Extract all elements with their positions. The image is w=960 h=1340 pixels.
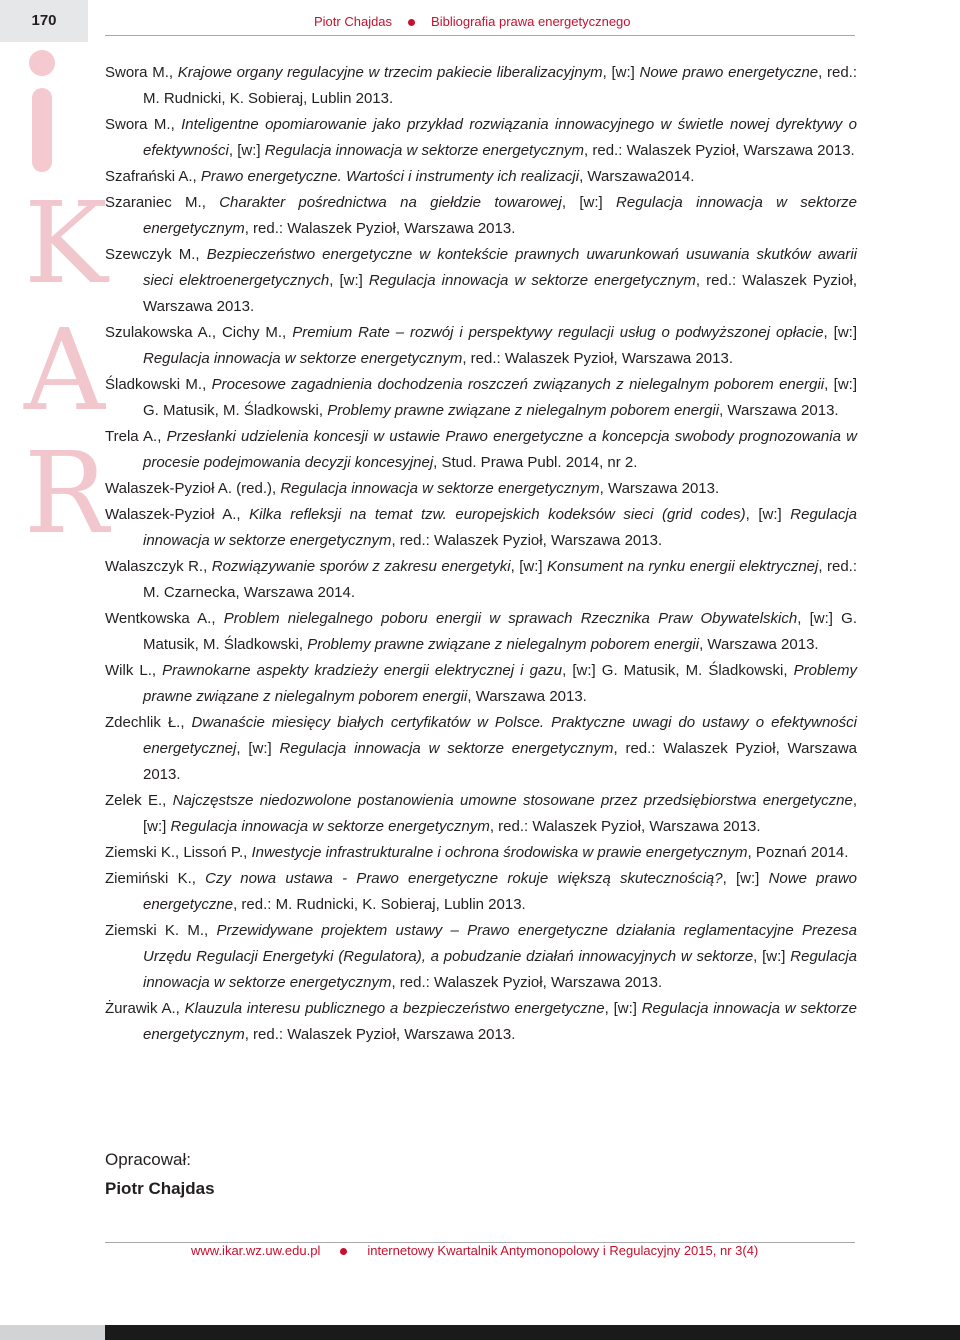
bibliography-entry [105,606,857,658]
entry-text: , [w:] G. Matusik, M. Śladkowski, [143,376,857,419]
entry-title: Regulacja innowacja w sektorze energetycznym [143,350,463,367]
entry-text: Wentkowska A., [105,610,224,627]
entry-title: Problemy prawne związane z nielegalnym poborem energii [143,662,857,705]
entry-text: , red.: Walaszek Pyzioł, Warszawa 2013. [244,220,516,237]
logo-i-stem-icon [32,88,52,172]
entry-title: Bezpieczeństwo energetyczne w kontekście prawnych uwarunkowań usuwania skutków awarii sieci elektroenergetycznych [143,246,857,289]
entry-title: Najczęstsze niedozwolone postanowienia umowne stosowane przez przedsiębiorstwa energetyczne [172,792,853,809]
bibliography-entry [105,996,857,1048]
entry-text: Ziemski K. M., [105,922,217,939]
entry-text: , [w:] G. Matusik, M. Śladkowski, [143,610,857,653]
entry-text: , Warszawa 2013. [599,480,720,497]
entry-title: Problemy prawne związane z nielegalnym poborem energii [327,402,720,419]
entry-text: , [w:] [510,558,547,575]
bibliography-entry [105,112,857,164]
entry-title: Regulacja innowacja w sektorze energetycznym [143,948,857,991]
entry-text: Wilk L., [105,662,163,679]
entry-text: Ziemiński K., [105,870,206,887]
entry-text: Szulakowska A., Cichy M., [105,324,293,341]
entry-text: , [w:] [604,1000,642,1017]
entry-text: , red.: Walaszek Pyzioł, Warszawa 2013. [143,272,857,315]
entry-text: , [w:] G. Matusik, M. Śladkowski, [562,662,794,679]
entry-text: , red.: Walaszek Pyzioł, Warszawa 2013. [391,974,663,991]
bibliography-entry [105,710,857,788]
entry-title: Regulacja innowacja w sektorze energetycznym [143,506,857,549]
entry-title: Nowe prawo energetyczne [639,64,819,81]
bibliography-list [105,60,857,1048]
entry-text: Walaszek-Pyzioł A. (red.), [105,480,281,497]
page-number: 170 [0,0,88,42]
entry-title: Inteligentne opomiarowanie jako przykład rozwiązania innowacyjnego w świetle nowej dyrektywy o efektywności [143,116,857,159]
entry-text: , red.: Walaszek Pyzioł, Warszawa 2013. [244,1026,516,1043]
bibliography-entry [105,788,857,840]
entry-title: Klauzula interesu publicznego a bezpieczeństwo energetyczne [184,1000,605,1017]
header-title: Bibliografia prawa energetycznego [431,14,631,29]
entry-text: , Stud. Prawa Publ. 2014, nr 2. [433,454,638,471]
signature-name: Piotr Chajdas [105,1179,215,1198]
running-header [314,14,631,29]
entry-title: Kilka refleksji na temat tzw. europejskich kodeksów sieci (grid codes) [249,506,746,523]
bibliography-entry [105,476,857,502]
entry-text: , [w:] [722,870,769,887]
entry-title: Dwanaście miesięcy białych certyfikatów w Polsce. Praktyczne uwagi do ustawy o efektywności energetycznej [143,714,857,757]
entry-text: Ziemski K., Lissoń P., [105,844,252,861]
entry-text: , red.: Walaszek Pyzioł, Warszawa 2013. [143,740,858,783]
bibliography-entry [105,242,857,320]
bibliography-entry [105,866,857,918]
entry-text: Trela A., [105,428,167,445]
entry-text: Swora M., [105,116,182,133]
entry-title: Nowe prawo energetyczne [143,870,858,913]
entry-title: Regulacja innowacja w sektorze energetycznym [143,1000,857,1043]
ikar-logo [0,40,109,560]
bottom-bar [0,1325,960,1340]
signature-label: Opracował: [105,1150,191,1169]
entry-text: , red.: M. Rudnicki, K. Sobieraj, Lublin 2013. [143,64,858,107]
entry-text: Śladkowski M., [105,376,212,393]
entry-text: , [w:] [561,194,617,211]
bibliography-entry [105,918,857,996]
header-author: Piotr Chajdas [314,14,393,29]
header-divider [105,35,855,36]
bibliography-entry [105,840,857,866]
bibliography-entry [105,190,857,242]
bibliography-entry [105,658,857,710]
entry-text: , red.: M. Rudnicki, K. Sobieraj, Lublin 2013. [233,896,526,913]
page-footer [191,1243,758,1258]
bibliography-entry [105,424,857,476]
entry-text: , [w:] [823,324,857,341]
entry-title: Charakter pośrednictwa na giełdzie towarowej [219,194,562,211]
logo-letter-r: R [24,429,109,559]
footer-dot-icon [340,1248,347,1255]
signature-block [105,1145,215,1203]
bottom-bar-block [0,1325,105,1340]
entry-text: , Warszawa 2013. [719,402,839,419]
entry-text: Żurawik A., [105,1000,185,1017]
entry-text: , [w:] [143,792,858,835]
entry-title: Premium Rate – rozwój i perspektywy regulacji usług o podwyższonej opłacie [292,324,824,341]
entry-text: , [w:] [329,272,369,289]
entry-text: Szewczyk M., [105,246,207,263]
bibliography-entry [105,554,857,606]
entry-text: , red.: M. Czarnecka, Warszawa 2014. [143,558,857,601]
entry-text: , Warszawa2014. [579,168,695,185]
logo-dot-icon [29,50,55,76]
entry-text: Swora M., [105,64,178,81]
entry-title: Regulacja innowacja w sektorze energetycznym [368,272,696,289]
bibliography-entry [105,60,857,112]
entry-text: Szaraniec M., [105,194,220,211]
entry-text: Zelek E., [105,792,173,809]
entry-title: Problemy prawne związane z nielegalnym poborem energii [307,636,700,653]
header-dot-icon [408,19,415,26]
entry-text: , red.: Walaszek Pyzioł, Warszawa 2013. [462,350,733,367]
entry-title: Regulacja innowacja w sektorze energetycznym [264,142,585,159]
entry-text: , [w:] [228,142,265,159]
entry-text: , red.: Walaszek Pyzioł, Warszawa 2013. [489,818,761,835]
entry-title: Prawnokarne aspekty kradzieży energii elektrycznej i gazu [162,662,563,679]
entry-title: Regulacja innowacja w sektorze energetycznym [143,194,857,237]
entry-text: Zdechlik Ł., [105,714,192,731]
footer-url[interactable]: www.ikar.wz.uw.edu.pl [191,1243,321,1258]
entry-text: , red.: Walaszek Pyzioł, Warszawa 2013. [584,142,855,159]
entry-title: Procesowe zagadnienia dochodzenia roszczeń związanych z nielegalnym poborem energii [211,376,825,393]
entry-title: Przewidywane projektem ustawy – Prawo energetyczne działania reglamentacyjne Prezesa Urzędu Regulacji Energetyki (Regulatora), a pobudzanie działań innowacyjnych w sektorze [143,922,857,965]
entry-title: Krajowe organy regulacyjne w trzecim pakiecie liberalizacyjnym [177,64,603,81]
entry-text: , Poznań 2014. [747,844,849,861]
entry-title: Regulacja innowacja w sektorze energetycznym [279,740,614,757]
entry-title: Problem nielegalnego poboru energii w sprawach Rzecznika Praw Obywatelskich [223,610,798,627]
bibliography-entry [105,164,857,190]
entry-text: Walaszek-Pyzioł A., [105,506,250,523]
entry-text: , [w:] [602,64,640,81]
logo-letter-a: A [24,306,105,436]
entry-title: Czy nowa ustawa - Prawo energetyczne rokuje większą skutecznością? [205,870,723,887]
entry-title: Inwestycje infrastrukturalne i ochrona środowiska w prawie energetycznym [251,844,748,861]
entry-title: Regulacja innowacja w sektorze energetycznym [280,480,600,497]
entry-title: Konsument na rynku energii elektrycznej [547,558,819,575]
entry-text: , red.: Walaszek Pyzioł, Warszawa 2013. [391,532,663,549]
bibliography-entry [105,372,857,424]
entry-title: Prawo energetyczne. Wartości i instrumenty ich realizacji [200,168,580,185]
entry-text: , [w:] [745,506,791,523]
entry-title: Rozwiązywanie sporów z zakresu energetyki [211,558,511,575]
entry-text: , [w:] [236,740,280,757]
entry-text: , Warszawa 2013. [699,636,819,653]
entry-title: Regulacja innowacja w sektorze energetycznym [170,818,490,835]
entry-text: , Warszawa 2013. [467,688,587,705]
entry-text: Walaszczyk R., [105,558,212,575]
bibliography-entry [105,320,857,372]
entry-title: Przesłanki udzielenia koncesji w ustawie Prawo energetyczne a koncepcja swobody prognozowania w procesie podejmowania decyzji koncesyjnej [143,428,857,471]
logo-letter-k: K [24,179,108,309]
footer-journal: internetowy Kwartalnik Antymonopolowy i Regulacyjny 2015, nr 3(4) [367,1243,759,1258]
entry-text: , [w:] [753,948,791,965]
entry-text: Szafrański A., [105,168,201,185]
bibliography-entry [105,502,857,554]
